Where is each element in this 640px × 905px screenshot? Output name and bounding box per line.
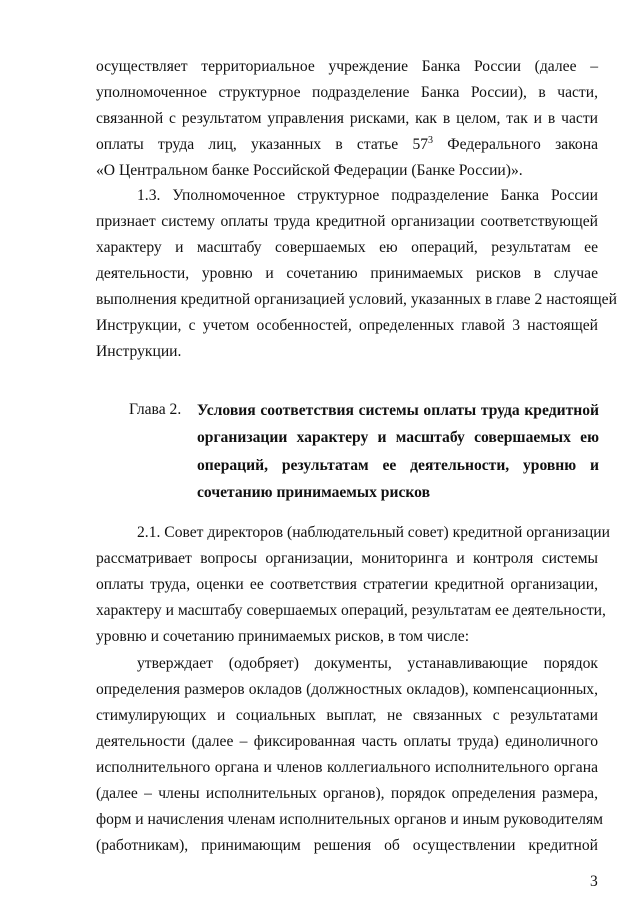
text-line: Инструкции. bbox=[96, 343, 182, 360]
text-line: форм и начисления членам исполнительных органов и иным руководителям bbox=[96, 811, 603, 828]
text-line: выполнения кредитной организацией условий, указанных в главе 2 настоящей bbox=[96, 291, 617, 308]
text-line: уполномоченное структурное подразделение Банка России), в части, bbox=[96, 84, 598, 101]
text-line: «О Центральном банке Российской Федерации (Банке России)». bbox=[96, 162, 523, 179]
chapter-title-line: организации характеру и масштабу совершаемых ею bbox=[197, 429, 599, 447]
paragraph-1-3 bbox=[96, 183, 617, 365]
text-line: осуществляет территориальное учреждение Банка России (далее – bbox=[96, 58, 598, 75]
chapter-title-line: операций, результатам ее деятельности, уровню и bbox=[197, 456, 599, 474]
text-line: стимулирующих и социальных выплат, не связанных с результатами bbox=[96, 707, 598, 724]
text-line: характеру и масштабу совершаемых ею операций, результатам ее bbox=[96, 239, 598, 256]
text-line: деятельности (далее – фиксированная часть оплаты труда) единоличного bbox=[96, 733, 598, 750]
text-line: (далее – члены исполнительных органов), порядок определения размера, bbox=[96, 785, 598, 802]
chapter-label: Глава 2. bbox=[129, 401, 182, 418]
text-fragment: Федерального закона bbox=[433, 136, 598, 153]
text-line: Инструкции, с учетом особенностей, определенных главой 3 настоящей bbox=[96, 317, 598, 334]
text-line: рассматривает вопросы организации, мониторинга и контроля системы bbox=[96, 550, 598, 567]
text-line: исполнительного органа и членов коллегиального исполнительного органа bbox=[96, 759, 598, 776]
text-line-with-footnote bbox=[96, 132, 598, 158]
text-line: связанной с результатом управления рисками, как в целом, так и в части bbox=[96, 110, 598, 127]
chapter-title-line: сочетанию принимаемых рисков bbox=[197, 483, 430, 501]
text-line: 1.3. Уполномоченное структурное подразделение Банка России bbox=[137, 187, 598, 204]
text-line: деятельности, уровню и сочетанию принимаемых рисков в случае bbox=[96, 265, 598, 282]
text-fragment: оплаты труда лиц, указанных в статье 57 bbox=[96, 136, 429, 153]
text-line: утверждает (одобряет) документы, устанавливающие порядок bbox=[137, 655, 598, 672]
chapter-title bbox=[197, 397, 599, 506]
text-line: признает систему оплаты труда кредитной организации соответствующей bbox=[96, 213, 598, 230]
text-line: 2.1. Совет директоров (наблюдательный совет) кредитной организации bbox=[137, 524, 610, 541]
text-line: оплаты труда, оценки ее соответствия стратегии кредитной организации, bbox=[96, 576, 598, 593]
paragraph-2-1 bbox=[96, 520, 610, 650]
text-line: определения размеров окладов (должностных окладов), компенсационных, bbox=[96, 681, 598, 698]
paragraph-intro bbox=[96, 54, 598, 184]
text-line: характеру и масштабу совершаемых операций, результатам ее деятельности, bbox=[96, 602, 606, 619]
superscript-number: 3 bbox=[428, 134, 434, 146]
page-number: 3 bbox=[590, 873, 598, 890]
paragraph-approve bbox=[96, 651, 603, 859]
text-line: (работникам), принимающим решения об осуществлении кредитной bbox=[96, 837, 598, 854]
text-line: уровню и сочетанию принимаемых рисков, в том числе: bbox=[96, 628, 470, 645]
chapter-title-line: Условия соответствия системы оплаты труда кредитной bbox=[197, 402, 599, 419]
